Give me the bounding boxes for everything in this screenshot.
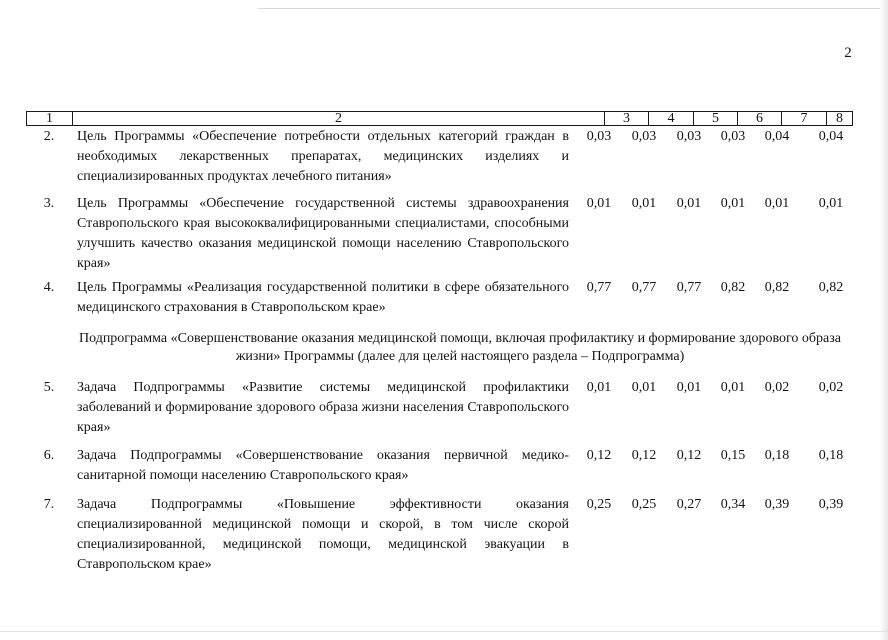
value-col-3: 0,01	[586, 196, 612, 211]
row-description: Цель Программы «Реализация государственной политики в сфере обязательного медицинского страхования в Ставропольском крае»	[77, 280, 569, 315]
header-col-1: 1	[27, 112, 73, 126]
value-col-3: 0,25	[586, 497, 612, 512]
scan-edge-top	[258, 8, 880, 9]
value-col-8: 0,39	[818, 497, 844, 512]
value-col-4: 0,12	[631, 448, 657, 463]
value-col-7: 0,39	[764, 497, 790, 512]
value-col-8: 0,04	[818, 129, 844, 144]
value-col-5: 0,01	[676, 196, 702, 211]
value-col-8: 0,82	[818, 280, 844, 295]
row-description: Задача Подпрограммы «Совершенствование оказания первичной медико-санитарной помощи населению Ставропольского края»	[77, 448, 569, 483]
value-col-6: 0,15	[720, 448, 746, 463]
header-col-3: 3	[605, 112, 649, 126]
value-col-6: 0,03	[720, 129, 746, 144]
value-col-8: 0,02	[818, 380, 844, 395]
value-col-4: 0,77	[631, 280, 657, 295]
scan-edge-bottom	[0, 631, 888, 632]
page-number: 2	[844, 45, 852, 61]
value-col-7: 0,04	[764, 129, 790, 144]
value-col-4: 0,01	[631, 380, 657, 395]
value-col-6: 0,34	[720, 497, 746, 512]
header-col-7: 7	[782, 112, 827, 126]
scan-edge-right	[880, 0, 888, 640]
row-number: 2.	[43, 129, 55, 144]
value-col-6: 0,82	[720, 280, 746, 295]
value-col-6: 0,01	[720, 196, 746, 211]
value-col-3: 0,01	[586, 380, 612, 395]
value-col-6: 0,01	[720, 380, 746, 395]
header-col-6: 6	[738, 112, 782, 126]
row-number: 6.	[43, 448, 55, 463]
row-description: Цель Программы «Обеспечение государственной системы здравоохранения Ставропольского края высококвалифицированными специалистами, способными улучшить качество оказания медицинской помощи населению Ставропольского края»	[77, 196, 569, 271]
row-number: 7.	[43, 497, 55, 512]
subprogram-heading: Подпрограмма «Совершенствование оказания медицинской помощи, включая профилактику и формирование здорового образа жизни» Программы (далее для целей настоящего раздела – Подпрограмма)	[78, 331, 841, 364]
row-number: 5.	[43, 380, 55, 395]
value-col-5: 0,12	[676, 448, 702, 463]
value-col-4: 0,25	[631, 497, 657, 512]
value-col-7: 0,82	[764, 280, 790, 295]
value-col-3: 0,03	[586, 129, 612, 144]
value-col-5: 0,03	[676, 129, 702, 144]
header-col-5: 5	[694, 112, 738, 126]
value-col-8: 0,01	[818, 196, 844, 211]
row-description: Цель Программы «Обеспечение потребности отдельных категорий граждан в необходимых лекарственных препаратах, медицинских изделиях и специализированных продуктах лечебного питания»	[77, 129, 569, 184]
value-col-7: 0,18	[764, 448, 790, 463]
header-col-2: 2	[73, 112, 605, 126]
value-col-5: 0,27	[676, 497, 702, 512]
value-col-7: 0,02	[764, 380, 790, 395]
value-col-4: 0,01	[631, 196, 657, 211]
value-col-3: 0,77	[586, 280, 612, 295]
value-col-7: 0,01	[764, 196, 790, 211]
header-col-4: 4	[649, 112, 694, 126]
row-description: Задача Подпрограммы «Развитие системы медицинской профилактики заболеваний и формирование здорового образа жизни населения Ставропольского края»	[77, 380, 569, 435]
header-col-8: 8	[827, 112, 853, 126]
value-col-5: 0,01	[676, 380, 702, 395]
value-col-5: 0,77	[676, 280, 702, 295]
row-number: 4.	[43, 280, 55, 295]
value-col-8: 0,18	[818, 448, 844, 463]
column-number-header	[26, 111, 853, 126]
value-col-3: 0,12	[586, 448, 612, 463]
row-description: Задача Подпрограммы «Повышение эффективности оказания специализированной медицинской помощи и скорой, в том числе скорой специализированной, медицинской помощи, медицинской эвакуации в Ставропольском крае»	[77, 497, 569, 572]
value-col-4: 0,03	[631, 129, 657, 144]
row-number: 3.	[43, 196, 55, 211]
